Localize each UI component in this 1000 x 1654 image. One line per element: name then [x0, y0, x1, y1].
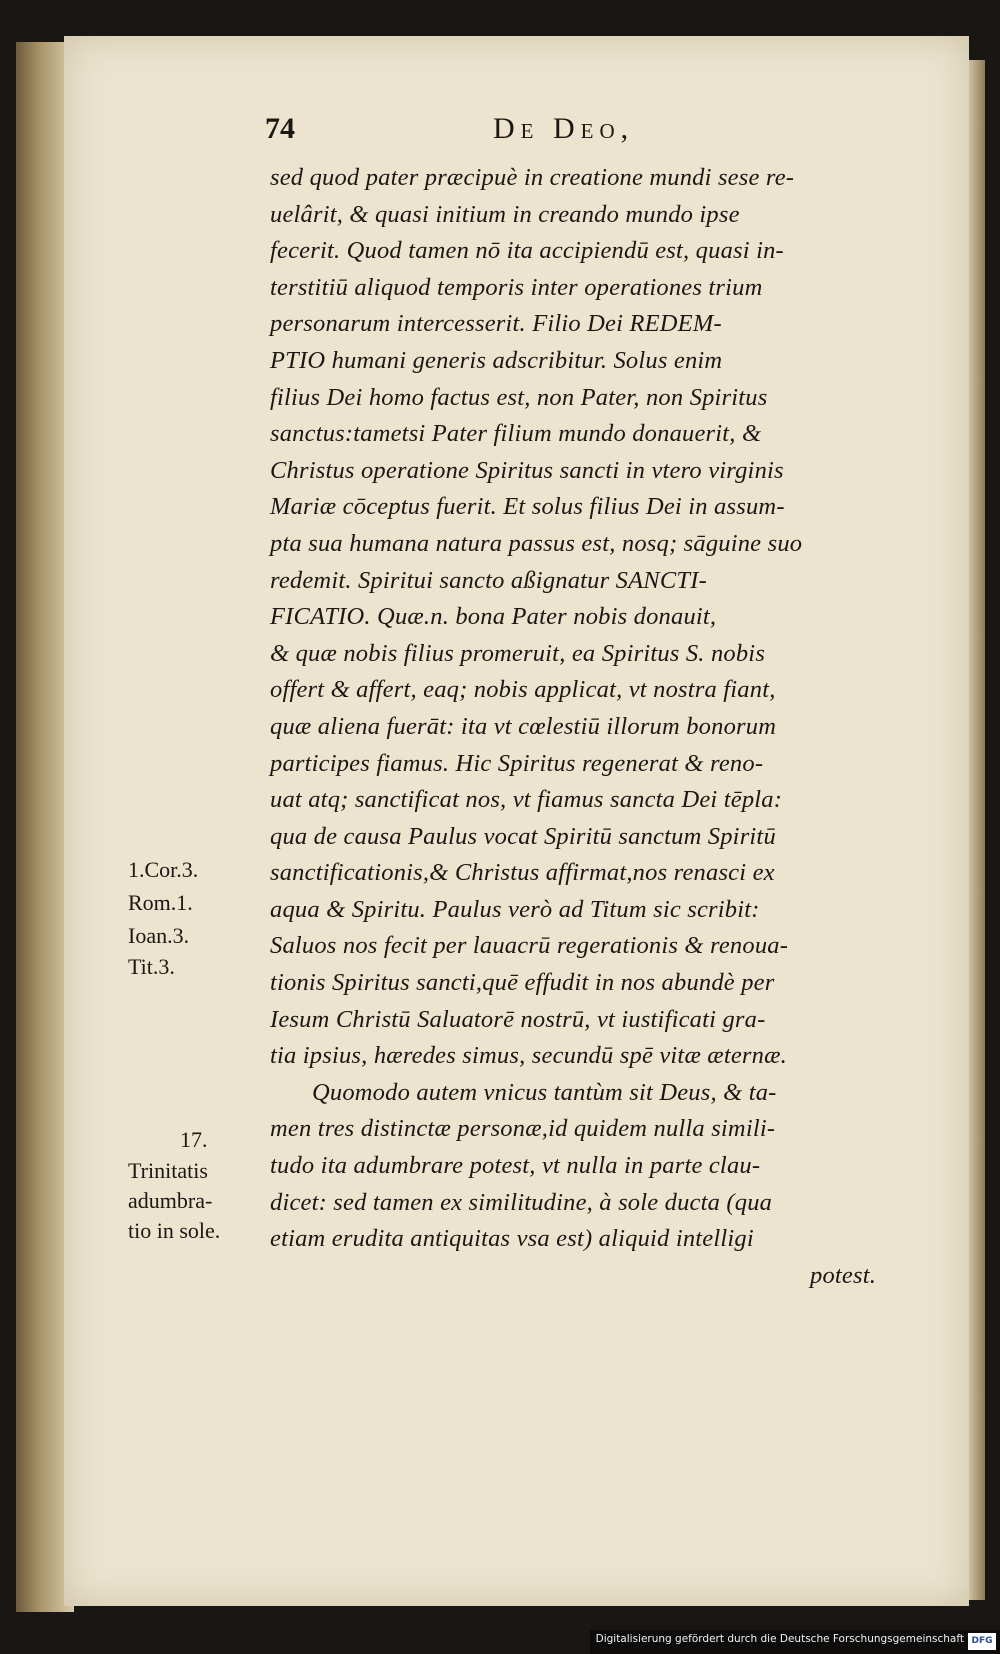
footer-credit: Digitalisierung gefördert durch die Deutsche Forschungsgemeinschaft	[595, 1633, 964, 1645]
text-line: participes fiamus. Hic Spiritus regenerat & reno-	[270, 749, 764, 777]
text-line: tia ipsius, hæredes simus, secundū spē vitæ æternæ.	[270, 1042, 787, 1070]
text-line: potest.	[810, 1261, 877, 1289]
margin-ref: Ioan.3.	[128, 923, 190, 948]
text-line: Iesum Christū Saluatorē nostrū, vt iustificati gra-	[270, 1005, 766, 1033]
page-header	[265, 112, 705, 152]
margin-ref: 1.Cor.3.	[128, 857, 199, 882]
text-line: Quomodo autem vnicus tantùm sit Deus, & ta-	[312, 1078, 777, 1106]
text-line: uelârit, & quasi initium in creando mundo ipse	[270, 200, 740, 228]
text-line: redemit. Spiritui sancto aßignatur SANCTI-	[270, 566, 707, 594]
text-line: sanctificationis,& Christus affirmat,nos renasci ex	[270, 859, 775, 887]
text-line: Saluos nos fecit per lauacrū regerationis & renoua-	[270, 932, 789, 960]
text-line: men tres distinctæ personæ,id quidem nulla simili-	[270, 1115, 776, 1143]
text-line: sanctus:tametsi Pater filium mundo donauerit, &	[270, 420, 762, 448]
text-line: etiam erudita antiquitas vsa est) aliquid intelligi	[270, 1225, 754, 1253]
text-line: personarum intercesserit. Filio Dei REDEM-	[270, 310, 722, 338]
text-line: sed quod pater præcipuè in creatione mundi sese re-	[270, 164, 795, 191]
text-line: & quæ nobis filius promeruit, ea Spiritus S. nobis	[270, 639, 766, 667]
text-line: offert & affert, eaq; nobis applicat, vt nostra fiant,	[270, 676, 776, 704]
page-number: 74	[265, 112, 295, 145]
margin-section-title: tio in sole.	[128, 1218, 221, 1243]
text-line: filius Dei homo factus est, non Pater, non Spiritus	[270, 383, 768, 411]
text-line: tudo ita adumbrare potest, vt nulla in parte clau-	[270, 1152, 761, 1180]
text-line: aqua & Spiritu. Paulus verò ad Titum sic scribit:	[270, 895, 760, 923]
text-line: PTIO humani generis adscribitur. Solus enim	[270, 346, 723, 374]
margin-section-title: adumbra-	[128, 1188, 213, 1213]
text-line: terstitiū aliquod temporis inter operationes trium	[270, 273, 763, 301]
text-line: uat atq; sanctificat nos, vt fiamus sancta Dei tēpla:	[270, 786, 783, 814]
text-line: qua de causa Paulus vocat Spiritū sanctum Spiritū	[270, 822, 776, 850]
footer-bar	[590, 1630, 1000, 1654]
dfg-logo: DFG	[968, 1633, 996, 1650]
text-line: tionis Spiritus sancti,quē effudit in nos abundè per	[270, 969, 775, 997]
margin-section-title: Trinitatis	[128, 1158, 208, 1183]
text-line: dicet: sed tamen ex similitudine, à sole ducta (qua	[270, 1188, 773, 1216]
text-line: quæ aliena fuerāt: ita vt cœlestiū illorum bonorum	[270, 712, 777, 740]
margin-ref: Tit.3.	[128, 954, 175, 979]
body-text	[270, 160, 930, 1294]
text-line: FICATIO. Quæ.n. bona Pater nobis donauit,	[270, 603, 717, 631]
book-page-edge-right	[969, 60, 985, 1600]
running-head: De Deo,	[493, 112, 635, 145]
text-line: Mariæ cōceptus fuerit. Et solus filius Dei in assum-	[270, 493, 785, 521]
text-line: fecerit. Quod tamen nō ita accipiendū est, quasi in-	[270, 237, 784, 265]
text-line: pta sua humana natura passus est, nosq; sāguine suo	[270, 529, 803, 557]
margin-ref: Rom.1.	[128, 890, 193, 915]
margin-section-number: 17.	[180, 1127, 208, 1152]
text-line: Christus operatione Spiritus sancti in vtero virginis	[270, 456, 784, 484]
